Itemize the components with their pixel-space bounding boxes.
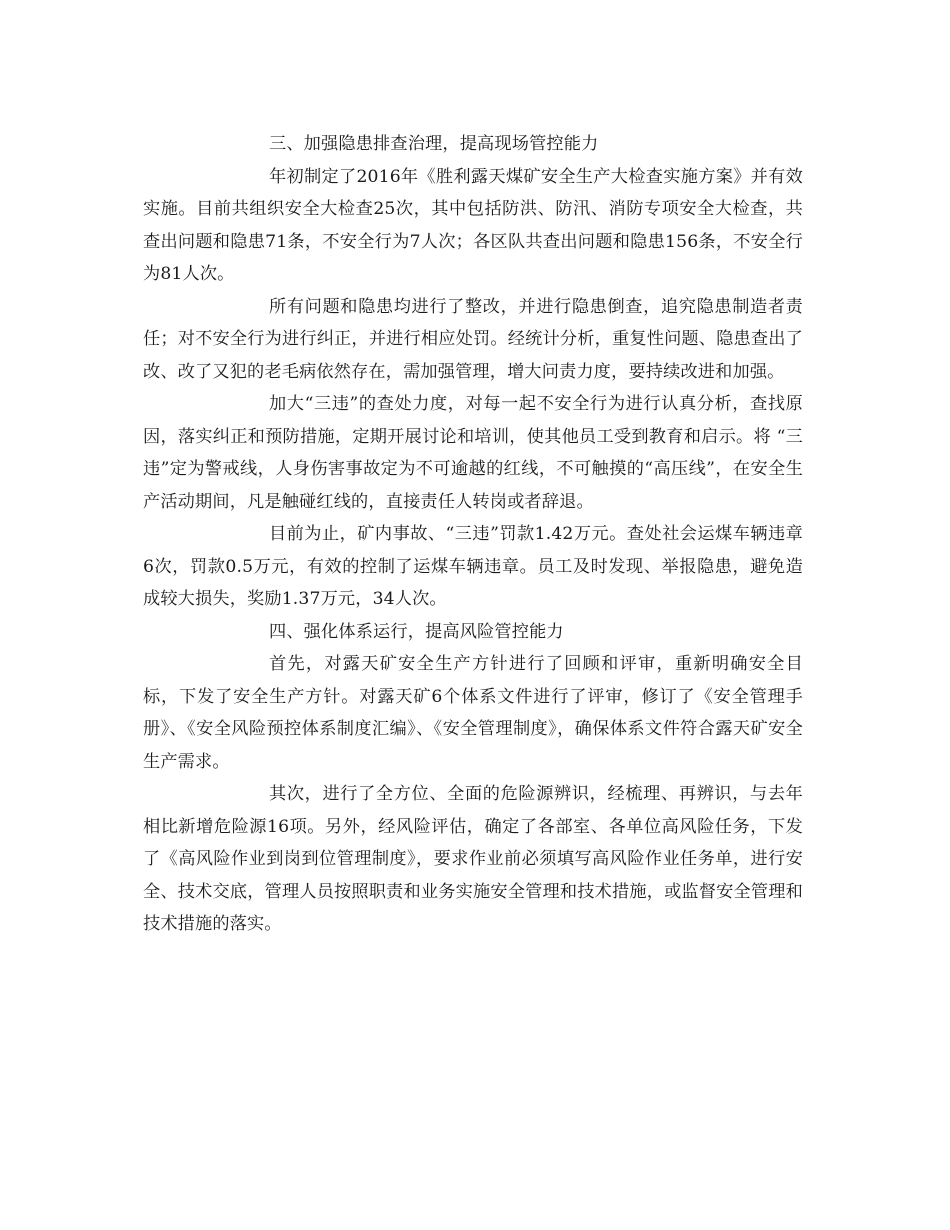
section-heading-4: 四、强化体系运行，提高风险管控能力 [269, 621, 564, 642]
document-body [143, 128, 803, 941]
paragraph: 年初制定了2016年《胜利露天煤矿安全生产大检查实施方案》并有效实施。目前共组织安全大检查25次，其中包括防洪、防汛、消防专项安全大检查，共查出问题和隐患71条，不安全行为7人次；各区队共查出问题和隐患156条，不安全行为81人次。 [143, 166, 803, 284]
paragraph: 加大“三违”的查处力度，对每一起不安全行为进行认真分析，查找原因，落实纠正和预防措施，定期开展讨论和培训，使其他员工受到教育和启示。将 “三违”定为警戒线，人身伤害事故定为不可逾越的红线，不可触摸的“高压线”，在安全生产活动期间，凡是触碰红线的，直接责任人转岗或者辞退。 [143, 394, 803, 512]
paragraph: 目前为止，矿内事故、“三违”罚款1.42万元。查处社会运煤车辆违章6次，罚款0.5万元，有效的控制了运煤车辆违章。员工及时发现、举报隐患，避免造成较大损失，奖励1.37万元，34人次。 [143, 524, 803, 609]
paragraph: 所有问题和隐患均进行了整改，并进行隐患倒查，追究隐患制造者责任；对不安全行为进行纠正，并进行相应处罚。经统计分析，重复性问题、隐患查出了改、改了又犯的老毛病依然存在，需加强管理，增大问责力度，要持续改进和加强。 [143, 296, 803, 382]
paragraph: 首先，对露天矿安全生产方针进行了回顾和评审，重新明确安全目标，下发了安全生产方针。对露天矿6个体系文件进行了评审，修订了《安全管理手册》、《安全风险预控体系制度汇编》、《安全管理制度》，确保体系文件符合露天矿安全生产需求。 [143, 654, 803, 772]
paragraph: 其次，进行了全方位、全面的危险源辨识，经梳理、再辨识，与去年相比新增危险源16项。另外，经风险评估，确定了各部室、各单位高风险任务，下发了《高风险作业到岗到位管理制度》，要求作业前必须填写高风险作业任务单，进行安全、技术交底，管理人员按照职责和业务实施安全管理和技术措施，或监督安全管理和技术措施的落实。 [143, 784, 803, 934]
section-heading-3: 三、加强隐患排查治理，提高现场管控能力 [269, 134, 599, 154]
